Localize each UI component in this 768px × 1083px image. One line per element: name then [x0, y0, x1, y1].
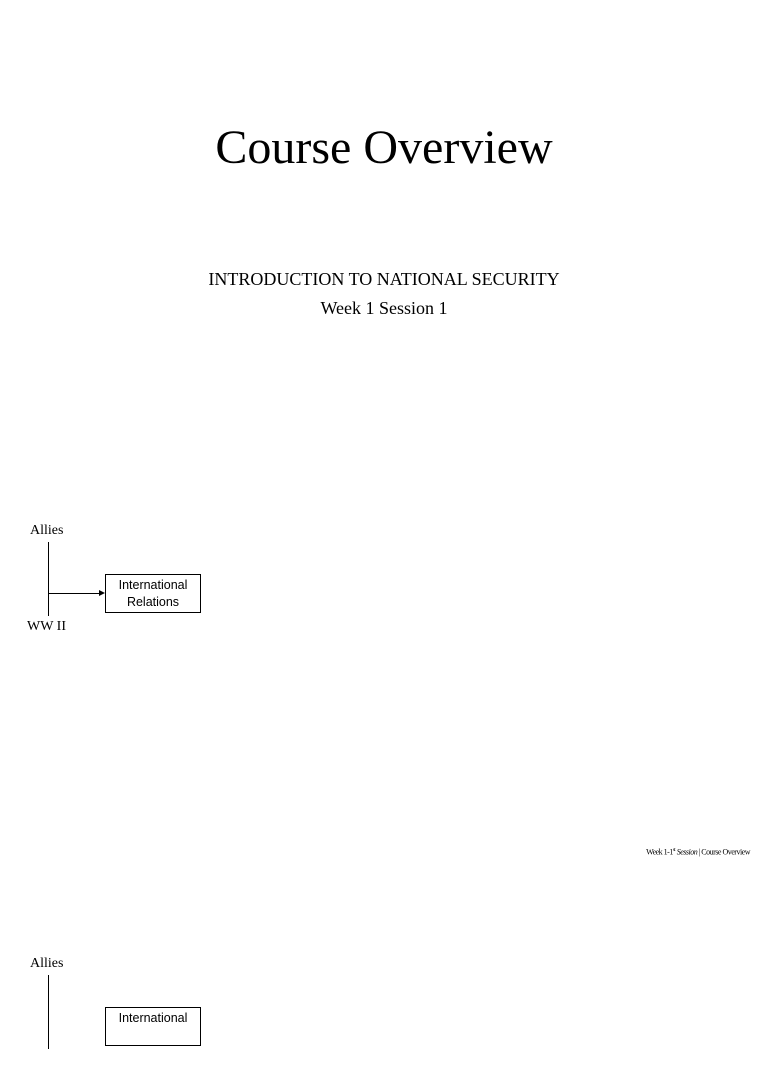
allies-label: Allies — [30, 956, 64, 971]
footer-course: | Course Overview — [698, 847, 750, 857]
allies-label: Allies — [30, 523, 64, 538]
footer-week: Week 1-1 — [646, 847, 673, 857]
international-relations-box — [105, 574, 201, 613]
ww2-label: WW II — [27, 619, 66, 634]
timeline-line — [48, 975, 49, 1049]
international-relations-box — [105, 1007, 201, 1046]
footer-session: Session — [676, 847, 698, 857]
relations-diagram-repeat — [0, 953, 240, 1083]
connector-line — [48, 593, 100, 594]
session-label: Week 1 Session 1 — [320, 298, 448, 318]
course-name: INTRODUCTION TO NATIONAL SECURITY — [208, 269, 560, 289]
box-line-2: Relations — [126, 595, 180, 609]
footer-superscript: st — [672, 848, 676, 853]
page-title: Course Overview — [215, 121, 553, 174]
timeline-line — [48, 542, 49, 616]
box-line-1: International — [118, 578, 188, 592]
relations-diagram — [0, 520, 240, 650]
box-line-1: International — [118, 1011, 188, 1025]
page-footer — [646, 845, 750, 859]
